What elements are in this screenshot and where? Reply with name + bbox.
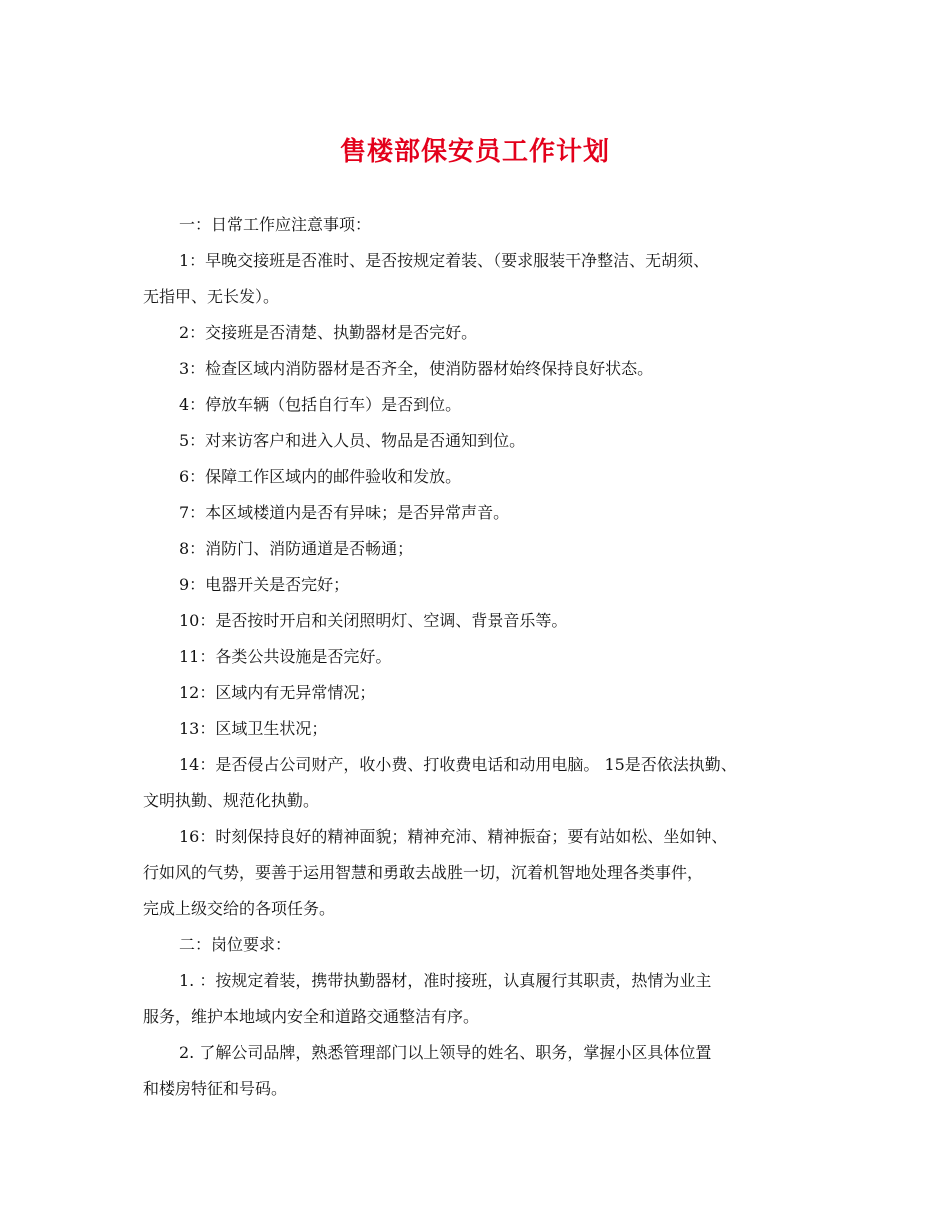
paragraph — [143, 207, 823, 243]
paragraph-line: 无指甲、无长发）。 — [143, 287, 280, 306]
paragraph — [143, 531, 823, 567]
paragraph-line: 11：各类公共设施是否完好。 — [179, 647, 392, 666]
paragraph — [143, 639, 823, 675]
paragraph — [143, 423, 823, 459]
paragraph — [143, 819, 823, 927]
paragraph-line: 2. 了解公司品牌，熟悉管理部门以上领导的姓名、职务，掌握小区具体位置 — [179, 1043, 712, 1062]
paragraph-line: 完成上级交给的各项任务。 — [143, 899, 336, 918]
paragraph-line: 9：电器开关是否完好； — [179, 575, 350, 594]
paragraph-line: 1：早晚交接班是否准时、是否按规定着装、（要求服装干净整洁、无胡须、 — [179, 251, 710, 270]
paragraph — [143, 927, 823, 963]
paragraph-line: 服务，维护本地域内安全和道路交通整洁有序。 — [143, 1007, 480, 1026]
paragraph-line: 7：本区域楼道内是否有异味；是否异常声音。 — [179, 503, 510, 522]
paragraph-line: 16：时刻保持良好的精神面貌；精神充沛、精神振奋；要有站如松、坐如钟、 — [179, 827, 728, 846]
paragraph — [143, 675, 823, 711]
paragraph — [143, 459, 823, 495]
paragraph-line: 文明执勤、规范化执勤。 — [143, 791, 320, 810]
paragraph — [143, 711, 823, 747]
paragraph-line: 3：检查区域内消防器材是否齐全，使消防器材始终保持良好状态。 — [179, 359, 654, 378]
paragraph-line: 13：区域卫生状况； — [179, 719, 328, 738]
paragraph — [143, 387, 823, 423]
paragraph-line: 14：是否侵占公司财产，收小费、打收费电话和动用电脑。 15是否依法执勤、 — [179, 755, 737, 774]
document-title: 售楼部保安员工作计划 — [339, 137, 610, 167]
document-body — [143, 207, 823, 1107]
paragraph — [143, 351, 823, 387]
paragraph-line: 5：对来访客户和进入人员、物品是否通知到位。 — [179, 431, 526, 450]
paragraph-line: 1. ：按规定着装，携带执勤器材，准时接班，认真履行其职责，热情为业主 — [179, 971, 712, 990]
paragraph-line: 8：消防门、消防通道是否畅通； — [179, 539, 414, 558]
paragraph — [143, 315, 823, 351]
paragraph-line: 4：停放车辆（包括自行车）是否到位。 — [179, 395, 462, 414]
paragraph — [143, 495, 823, 531]
paragraph — [143, 963, 823, 1035]
paragraph-line: 行如风的气势，要善于运用智慧和勇敢去战胜一切，沉着机智地处理各类事件， — [143, 863, 704, 882]
paragraph-line: 二：岗位要求： — [179, 935, 292, 954]
paragraph-line: 12：区域内有无异常情况； — [179, 683, 376, 702]
paragraph — [143, 747, 823, 819]
paragraph — [143, 567, 823, 603]
paragraph — [143, 243, 823, 315]
paragraph — [143, 1035, 823, 1107]
paragraph — [143, 603, 823, 639]
paragraph-line: 6：保障工作区域内的邮件验收和发放。 — [179, 467, 462, 486]
paragraph-line: 和楼房特征和号码。 — [143, 1079, 288, 1098]
paragraph-line: 10：是否按时开启和关闭照明灯、空调、背景音乐等。 — [179, 611, 568, 630]
paragraph-line: 2：交接班是否清楚、执勤器材是否完好。 — [179, 323, 478, 342]
paragraph-line: 一：日常工作应注意事项： — [179, 215, 372, 234]
